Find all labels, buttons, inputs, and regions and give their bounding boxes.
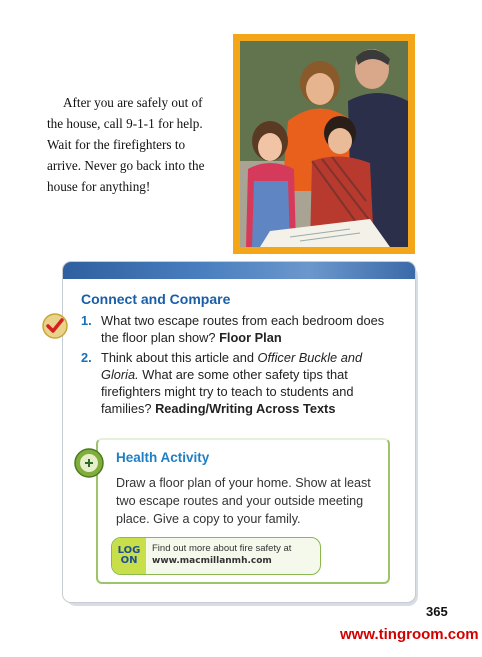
question-text: What are some other safety tips that firefighters might try to teach to students and families? xyxy=(101,367,354,416)
photo-frame xyxy=(233,34,415,254)
health-activity-text: Draw a floor plan of your home. Show at least two escape routes and your outside meeting place. Give a copy to your family. xyxy=(116,476,371,526)
intro-paragraph xyxy=(47,92,219,197)
intro-text: After you are safely out of the house, call 9-1-1 for help. Wait for the firefighters to arrive. Never go back into the house for anything! xyxy=(47,95,205,194)
research-badge-icon xyxy=(74,448,104,478)
question-text: Think about this article and xyxy=(101,350,254,365)
log-on-badge: LOG ON xyxy=(112,538,146,574)
log-on-description: Find out more about fire safety at xyxy=(152,543,292,554)
question-list xyxy=(81,312,401,420)
checkmark-badge-icon xyxy=(42,313,68,339)
log-on-url[interactable]: www.macmillanmh.com xyxy=(152,556,272,566)
log-on-text xyxy=(152,543,291,567)
question-text: What two escape routes from each bedroom does the floor plan show? xyxy=(101,313,385,345)
card-header-band xyxy=(63,262,415,279)
question-tag: Floor Plan xyxy=(219,330,282,345)
question-item xyxy=(81,312,401,346)
log-on-link[interactable] xyxy=(111,537,321,575)
question-number: 2. xyxy=(81,350,92,365)
family-photo xyxy=(240,41,408,247)
question-number: 1. xyxy=(81,313,92,328)
page-number: 365 xyxy=(426,604,448,619)
question-title-italic: Officer Buckle and Gloria. xyxy=(101,350,363,382)
question-item xyxy=(81,349,401,417)
question-tag: Reading/Writing Across Texts xyxy=(155,401,336,416)
connect-compare-title: Connect and Compare xyxy=(81,291,231,307)
health-activity-title: Health Activity xyxy=(116,450,210,465)
watermark-url[interactable]: www.tingroom.com xyxy=(340,626,479,643)
family-illustration xyxy=(240,41,408,247)
